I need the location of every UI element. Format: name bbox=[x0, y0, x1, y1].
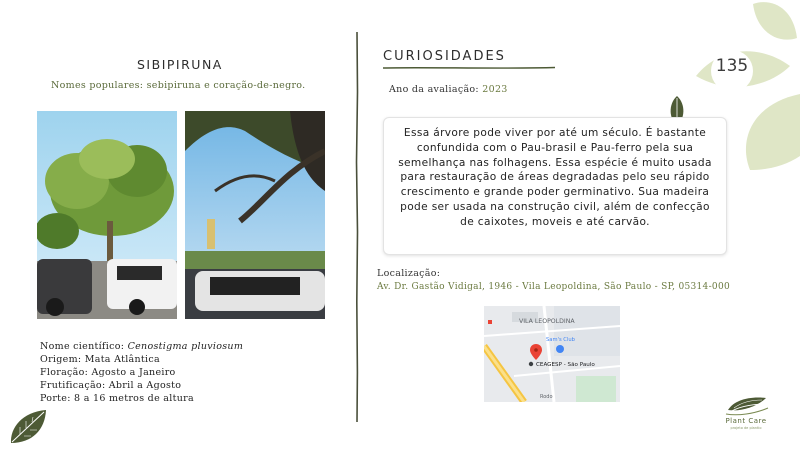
page-number: 135 bbox=[715, 56, 749, 76]
curiosities-title: CURIOSIDADES bbox=[383, 49, 506, 64]
scientific-name bbox=[40, 340, 340, 353]
scientific-name-value: Cenostigma pluviosum bbox=[127, 341, 244, 352]
map-district-label bbox=[519, 318, 575, 325]
species-title: SIBIPIRUNA bbox=[137, 57, 223, 72]
map-poi-label: Sam's Club bbox=[546, 337, 575, 343]
location-label: Localização: bbox=[377, 268, 441, 279]
popular-names: Nomes populares: sebipiruna e coração-de-negro. bbox=[51, 80, 306, 91]
tree-photo bbox=[185, 111, 325, 319]
origin: Origem: Mata Atlântica bbox=[40, 354, 160, 365]
location-map[interactable] bbox=[484, 306, 620, 402]
title-underline bbox=[383, 66, 555, 70]
leaf-icon bbox=[8, 408, 48, 446]
brand-name: Plant Care bbox=[725, 417, 767, 425]
column-divider bbox=[355, 32, 359, 422]
brand-tagline: projeto de plantio bbox=[730, 426, 762, 430]
store-icon bbox=[556, 345, 564, 353]
year-label: Ano da avaliação: bbox=[389, 84, 479, 95]
facts-list bbox=[40, 340, 340, 405]
tree-photo bbox=[37, 111, 177, 319]
flowering: Floração: Agosto a Janeiro bbox=[40, 367, 176, 378]
map-road-label: Rodo bbox=[540, 394, 553, 400]
curiosities-text: Essa árvore pode viver por até um século. É bastante confundida com o Pau-brasil e Pau-ferro pela sua semelhança nas folhagens. Essa espécie é muito usada para restauração de áreas degradadas pelo seu rápido crescimento e grande poder germinativo. Sua madeira pode ser usada na construção civil, além de confecção de caixotes, moveis e até carvão. bbox=[398, 127, 712, 228]
map-district: VILA LEOPOLDINA bbox=[519, 318, 575, 325]
address: Av. Dr. Gastão Vidigal, 1946 - Vila Leopoldina, São Paulo - SP, 05314-000 bbox=[377, 282, 730, 292]
scientific-name-label: Nome científico: bbox=[40, 341, 125, 352]
year-value: 2023 bbox=[482, 84, 508, 95]
evaluation-year bbox=[389, 84, 508, 95]
tree-size: Porte: 8 a 16 metros de altura bbox=[40, 393, 194, 404]
curiosities-card bbox=[383, 117, 727, 255]
map-poi-label: CEAGESP - São Paulo bbox=[536, 362, 595, 368]
fruiting: Frutificação: Abril a Agosto bbox=[40, 380, 182, 391]
